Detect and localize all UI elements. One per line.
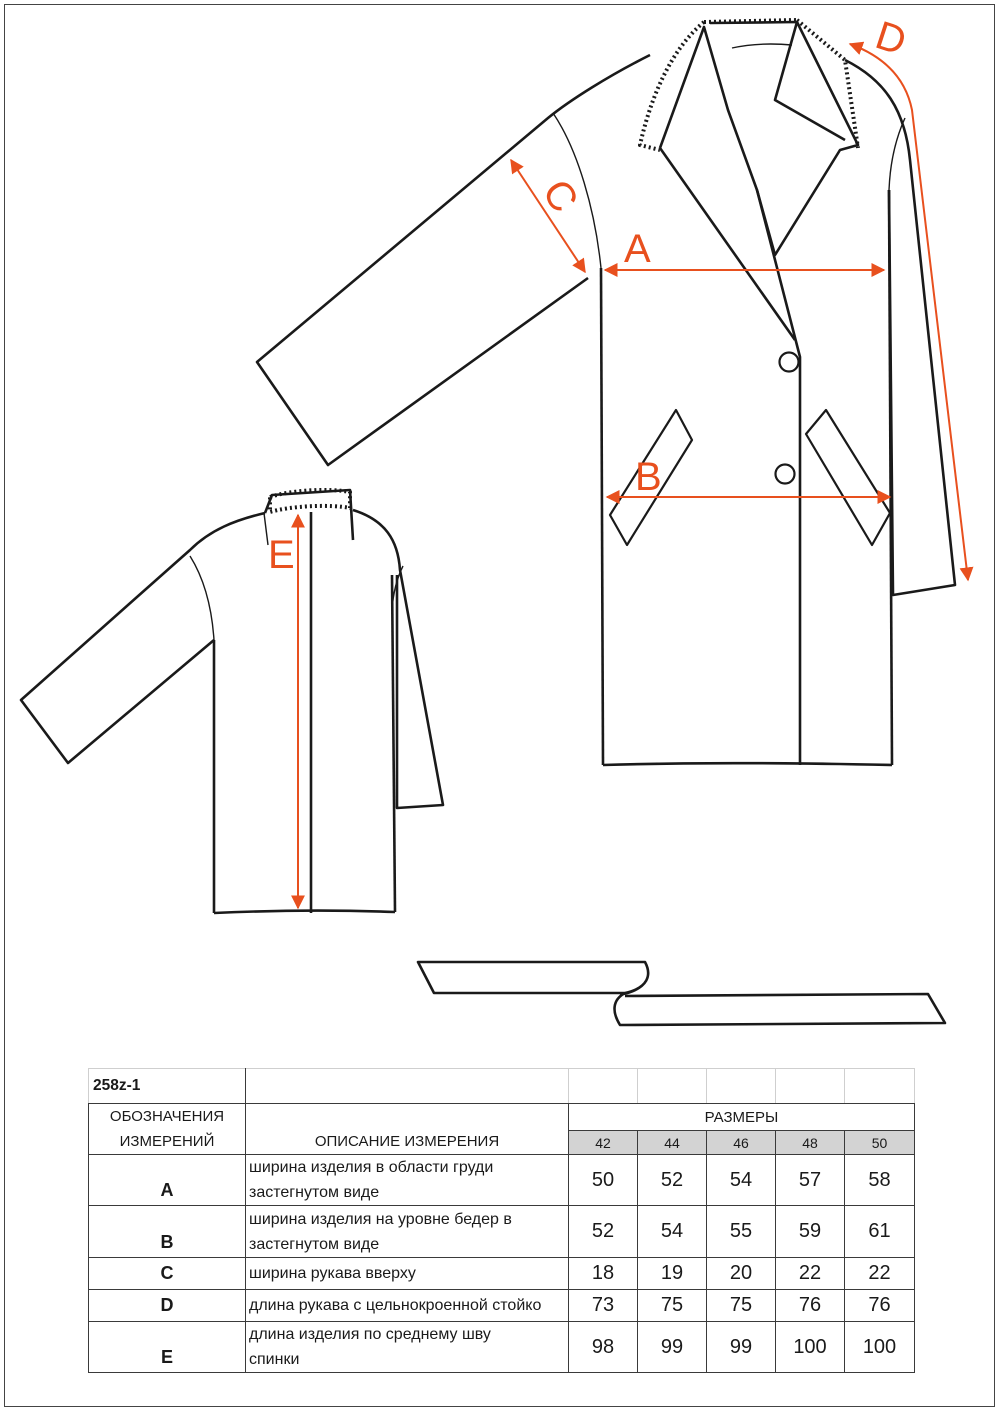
row-value: 76 [776, 1290, 845, 1322]
measurement-table [88, 1068, 915, 1373]
table-row [89, 1206, 915, 1258]
size-44: 44 [638, 1131, 707, 1155]
back-hem [214, 911, 395, 913]
front-right-pocket [806, 410, 890, 545]
row-code: A [89, 1155, 246, 1206]
description-header: ОПИСАНИЕ ИЗМЕРЕНИЯ [246, 1104, 569, 1155]
size-48: 48 [776, 1131, 845, 1155]
row-value: 75 [707, 1290, 776, 1322]
row-value: 73 [569, 1290, 638, 1322]
back-body-right [392, 575, 395, 912]
size-50: 50 [845, 1131, 915, 1155]
measurement-letters [268, 13, 911, 577]
row-value: 19 [638, 1258, 707, 1290]
row-value: 54 [707, 1155, 776, 1206]
table-row [89, 1322, 915, 1373]
front-lapel-left [660, 27, 800, 765]
row-value: 54 [638, 1206, 707, 1258]
front-view [257, 20, 955, 765]
table-header-row [89, 1104, 915, 1131]
table-row [89, 1290, 915, 1322]
row-description: длина изделия по среднему шву спинки [246, 1322, 569, 1373]
row-value: 18 [569, 1258, 638, 1290]
row-code: B [89, 1206, 246, 1258]
measure-label-a: A [624, 227, 651, 271]
row-value: 20 [707, 1258, 776, 1290]
row-value: 57 [776, 1155, 845, 1206]
table-row [89, 1155, 915, 1206]
row-value: 22 [845, 1258, 915, 1290]
designation-header: ОБОЗНАЧЕНИЯ ИЗМЕРЕНИЙ [89, 1104, 246, 1155]
front-button-bottom [776, 465, 795, 484]
front-fur-collar-left [640, 22, 704, 150]
row-description: ширина изделия на уровне бедер в застегнутом виде [246, 1206, 569, 1258]
front-lapel-edge [660, 148, 795, 340]
row-code: E [89, 1322, 246, 1373]
front-collar-right [710, 22, 858, 255]
measure-label-d: D [870, 13, 912, 64]
back-left-armhole-seam [190, 556, 214, 640]
row-value: 98 [569, 1322, 638, 1373]
front-body-left-side [601, 268, 603, 765]
row-value: 61 [845, 1206, 915, 1258]
row-value: 52 [638, 1155, 707, 1206]
row-value: 76 [845, 1290, 915, 1322]
belt-drawing [418, 962, 945, 1025]
measure-line-d [850, 44, 968, 580]
row-value: 55 [707, 1206, 776, 1258]
front-left-sleeve [257, 55, 650, 465]
row-value: 59 [776, 1206, 845, 1258]
row-value: 99 [638, 1322, 707, 1373]
row-value: 100 [845, 1322, 915, 1373]
back-left-sleeve [21, 513, 265, 763]
row-description: ширина рукава вверху [246, 1258, 569, 1290]
front-button-top [780, 353, 799, 372]
row-description: ширина изделия в области груди застегнутом виде [246, 1155, 569, 1206]
measure-label-e: E [268, 533, 295, 577]
table-title-row [89, 1069, 915, 1104]
front-back-neck [732, 44, 792, 48]
sizes-header: РАЗМЕРЫ [569, 1104, 915, 1131]
row-value: 99 [707, 1322, 776, 1373]
row-code: C [89, 1258, 246, 1290]
row-value: 58 [845, 1155, 915, 1206]
back-view [21, 490, 443, 913]
row-description: длина рукава с цельнокроенной стойко [246, 1290, 569, 1322]
belt-upper [418, 962, 648, 993]
back-right-sleeve [353, 510, 443, 808]
row-value: 22 [776, 1258, 845, 1290]
size-42: 42 [569, 1131, 638, 1155]
size-46: 46 [707, 1131, 776, 1155]
row-value: 100 [776, 1322, 845, 1373]
row-value: 52 [569, 1206, 638, 1258]
row-code: D [89, 1290, 246, 1322]
front-hem [603, 763, 892, 765]
front-right-armhole-seam [889, 118, 905, 190]
row-value: 50 [569, 1155, 638, 1206]
model-code: 258z-1 [89, 1069, 246, 1104]
measure-label-c: C [533, 172, 587, 221]
row-value: 75 [638, 1290, 707, 1322]
table-row [89, 1258, 915, 1290]
measure-label-b: B [635, 455, 662, 499]
front-collar-notch [775, 22, 845, 140]
belt-lower [615, 993, 945, 1025]
